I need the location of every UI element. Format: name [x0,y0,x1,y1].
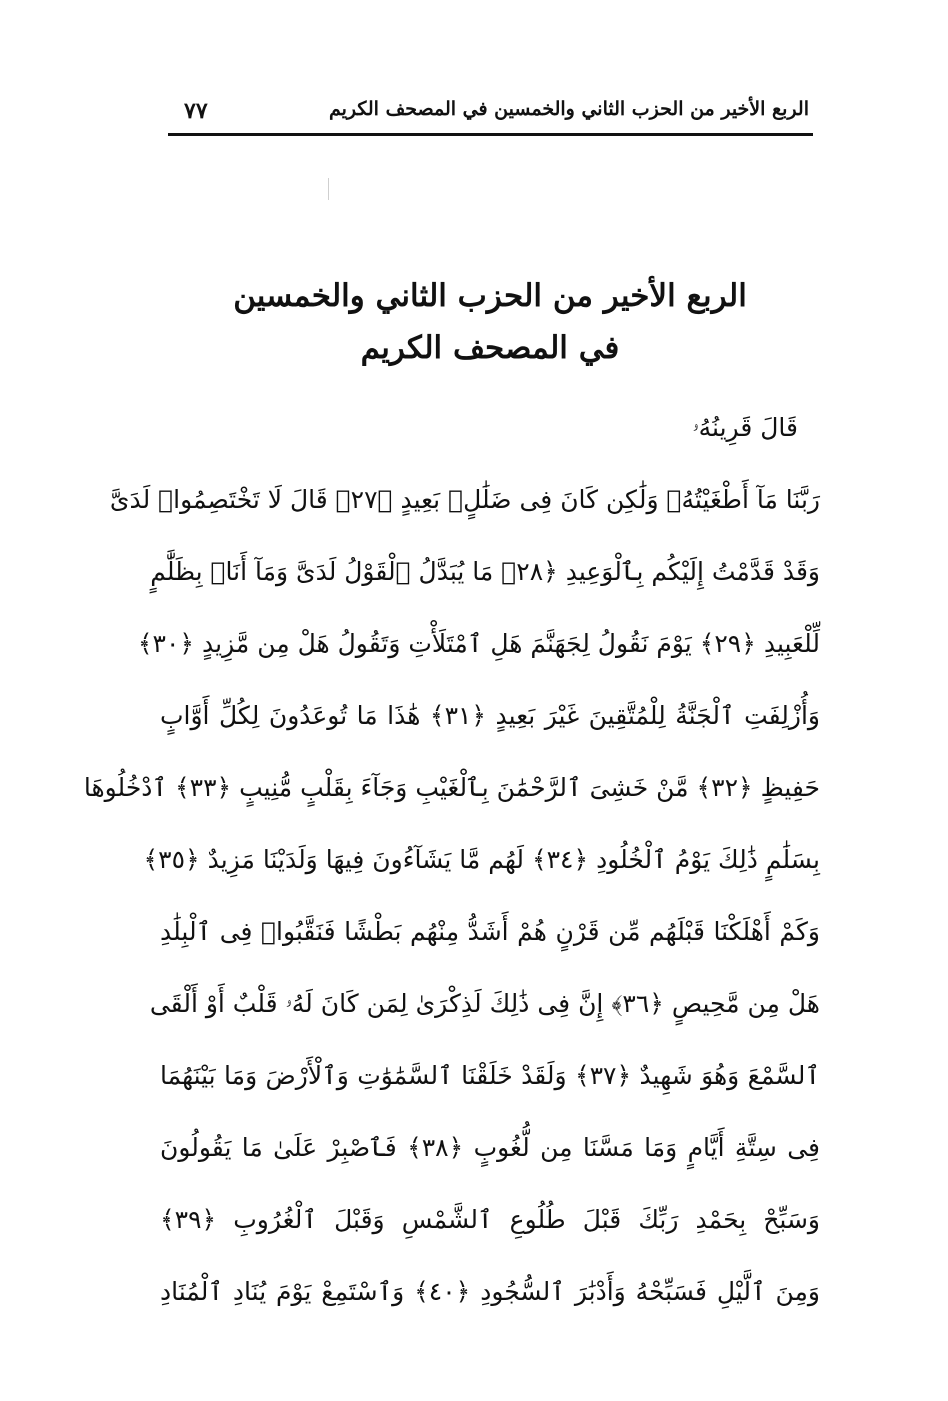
verse-line: وَكَمْ أَهْلَكْنَا قَبْلَهُم مِّن قَرْنٍ هُمْ أَشَدُّ مِنْهُم بَطْشًا فَنَقَّبُوا۟ فِى ٱلْبِلَٰدِ [160,917,820,946]
running-header [168,96,813,132]
verse-line: هَلْ مِن مَّحِيصٍ ﴿٣٦﴾ إِنَّ فِى ذَٰلِكَ لَذِكْرَىٰ لِمَن كَانَ لَهُۥ قَلْبٌ أَوْ أَلْقَى [149,989,820,1018]
verse-line: بِسَلَٰمٍ ذَٰلِكَ يَوْمُ ٱلْخُلُودِ ﴿٣٤﴾ لَهُم مَّا يَشَآءُونَ فِيهَا وَلَدَيْنَا مَزِيدٌ ﴿٣٥﴾ [143,845,820,874]
running-title: الربع الأخير من الحزب الثاني والخمسين في المصحف الكريم [328,98,809,120]
verse-line: حَفِيظٍ ﴿٣٢﴾ مَّنْ خَشِىَ ٱلرَّحْمَٰنَ بِٱلْغَيْبِ وَجَآءَ بِقَلْبٍ مُّنِيبٍ ﴿٣٣﴾ ٱدْخُلُوهَا [83,773,820,802]
verse-line: وَمِنَ ٱلَّيْلِ فَسَبِّحْهُ وَأَدْبَٰرَ ٱلسُّجُودِ ﴿٤٠﴾ وَٱسْتَمِعْ يَوْمَ يُنَادِ ٱلْمُنَادِ [160,1277,820,1306]
verse-line: ٱلسَّمْعَ وَهُوَ شَهِيدٌ ﴿٣٧﴾ وَلَقَدْ خَلَقْنَا ٱلسَّمَٰوَٰتِ وَٱلْأَرْضَ وَمَا بَيْنَهُمَا [160,1061,820,1090]
verse-line: وَسَبِّحْ بِحَمْدِ رَبِّكَ قَبْلَ طُلُوعِ ٱلشَّمْسِ وَقَبْلَ ٱلْغُرُوبِ ﴿٣٩﴾ [160,1205,820,1234]
verse-line: وَأُزْلِفَتِ ٱلْجَنَّةُ لِلْمُتَّقِينَ غَيْرَ بَعِيدٍ ﴿٣١﴾ هَٰذَا مَا تُوعَدُونَ لِكُلِّ أَوَّابٍ [160,701,820,730]
section-title-line-2: في المصحف الكريم [360,330,620,366]
section-title [170,270,810,374]
quran-text-block [83,392,820,1328]
header-rule [168,133,813,136]
scan-mark [328,178,329,200]
verse-line: لِّلْعَبِيدِ ﴿٢٩﴾ يَوْمَ نَقُولُ لِجَهَنَّمَ هَلِ ٱمْتَلَأْتِ وَتَقُولُ هَلْ مِن مَّزِيدٍ ﴿٣٠﴾ [137,629,820,658]
verse-line: قَالَ قَرِينُهُۥ [692,413,798,442]
page-number: ٧٧ [184,98,208,124]
section-title-line-1: الربع الأخير من الحزب الثاني والخمسين [233,278,747,314]
verse-line: رَبَّنَا مَآ أَطْغَيْتُهُۥ وَلَٰكِن كَانَ فِى ضَلَٰلٍۭ بَعِيدٍ ﴿٢٧﴾ قَالَ لَا تَخْتَصِمُوا۟ لَدَىَّ [109,485,820,514]
verse-line: فِى سِتَّةِ أَيَّامٍ وَمَا مَسَّنَا مِن لُّغُوبٍ ﴿٣٨﴾ فَٱصْبِرْ عَلَىٰ مَا يَقُولُونَ [160,1133,820,1162]
verse-line: وَقَدْ قَدَّمْتُ إِلَيْكُم بِٱلْوَعِيدِ ﴿٢٨﴾ مَا يُبَدَّلُ ٱلْقَوْلُ لَدَىَّ وَمَآ أَنَا۠ بِظَلَّٰمٍ [150,557,820,586]
